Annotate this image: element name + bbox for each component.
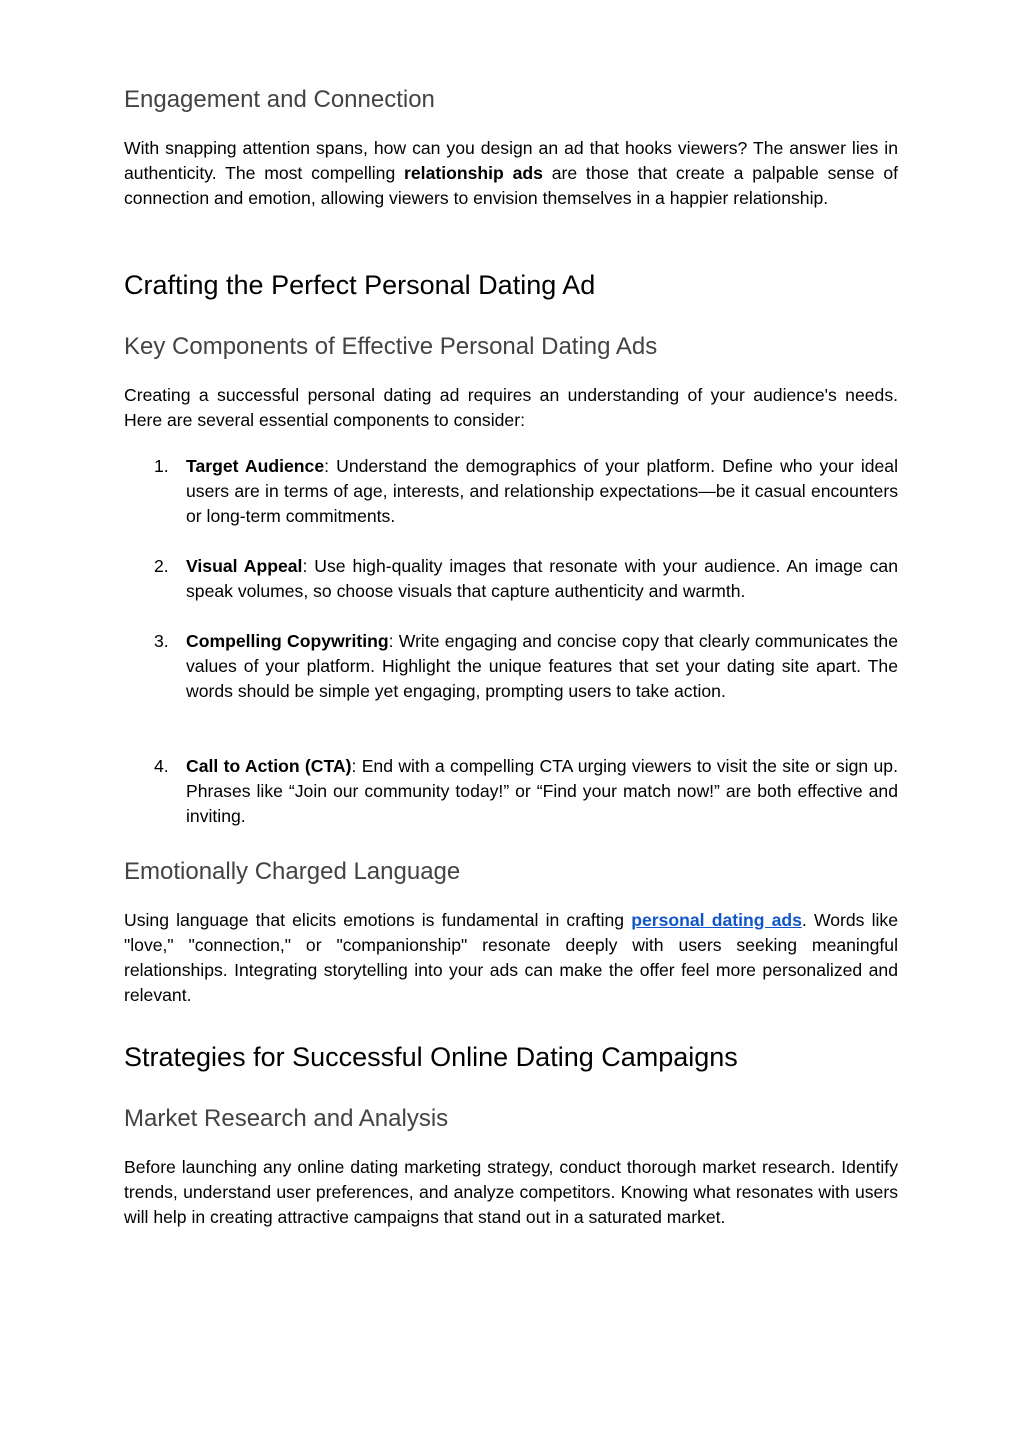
list-item-text <box>186 629 898 704</box>
list-item-text <box>186 554 898 604</box>
bold-term: Compelling Copywriting <box>186 631 389 651</box>
bold-term: Target Audience <box>186 456 325 476</box>
list-item <box>124 629 898 704</box>
paragraph-text: are those that create a palpable sense of connection and emotion, allowing viewers to envision themselves in a happier relationship. <box>124 163 898 208</box>
list-number: 3. <box>154 631 169 651</box>
heading-key-components: Key Components of Effective Personal Dating Ads <box>124 333 658 360</box>
bold-term: Call to Action (CTA) <box>186 756 352 776</box>
paragraph-text: Using language that elicits emotions is fundamental in crafting <box>124 910 632 930</box>
heading-crafting: Crafting the Perfect Personal Dating Ad <box>124 270 596 300</box>
item-text: : End with a compelling CTA urging viewers to visit the site or sign up. Phrases like “Join our community today!” or “Find your match now!” are both effective and inviting. <box>186 756 898 826</box>
paragraph-engagement <box>124 136 898 211</box>
list-number: 2. <box>154 556 169 576</box>
paragraph-market-research: Before launching any online dating marketing strategy, conduct thorough market research. Identify trends, understand user preferences, and analyze competitors. Knowing what resonates with users will help in creating attractive campaigns that stand out in a saturated market. <box>124 1157 898 1227</box>
paragraph-text: . Words like "love," "connection," or "companionship" resonate deeply with users seeking meaningful relationships. Integrating storytelling into your ads can make the offer feel more personalized and relevant. <box>124 910 898 1005</box>
item-text: : Understand the demographics of your platform. Define who your ideal users are in terms of age, interests, and relationship expectations—be it casual encounters or long-term commitments. <box>186 456 898 526</box>
bold-term: relationship ads <box>404 163 543 183</box>
list-item-text <box>186 454 898 529</box>
list-number: 1. <box>154 456 169 476</box>
heading-engagement: Engagement and Connection <box>124 86 435 113</box>
paragraph-emotional <box>124 908 898 1008</box>
paragraph-text: With snapping attention spans, how can you design an ad that hooks viewers? The answer lies in authenticity. The most compelling <box>124 138 898 183</box>
heading-market-research: Market Research and Analysis <box>124 1105 449 1132</box>
list-item-text <box>186 754 898 829</box>
personal-dating-ads-link[interactable]: personal dating ads <box>631 910 802 930</box>
list-item <box>124 554 898 604</box>
list-item <box>124 754 898 829</box>
list-item <box>124 454 898 529</box>
item-text: : Write engaging and concise copy that clearly communicates the values of your platform. Highlight the unique features that set your dating site apart. The words should be simple yet engaging, prompting users to take action. <box>186 631 899 701</box>
paragraph-key-components-intro: Creating a successful personal dating ad requires an understanding of your audience's needs. Here are several essential components to consider: <box>124 385 898 430</box>
list-number: 4. <box>154 756 169 776</box>
item-text: : Use high-quality images that resonate with your audience. An image can speak volumes, so choose visuals that capture authenticity and warmth. <box>186 556 898 601</box>
heading-strategies: Strategies for Successful Online Dating Campaigns <box>124 1042 738 1072</box>
bold-term: Visual Appeal <box>186 556 303 576</box>
heading-emotional: Emotionally Charged Language <box>124 858 461 885</box>
